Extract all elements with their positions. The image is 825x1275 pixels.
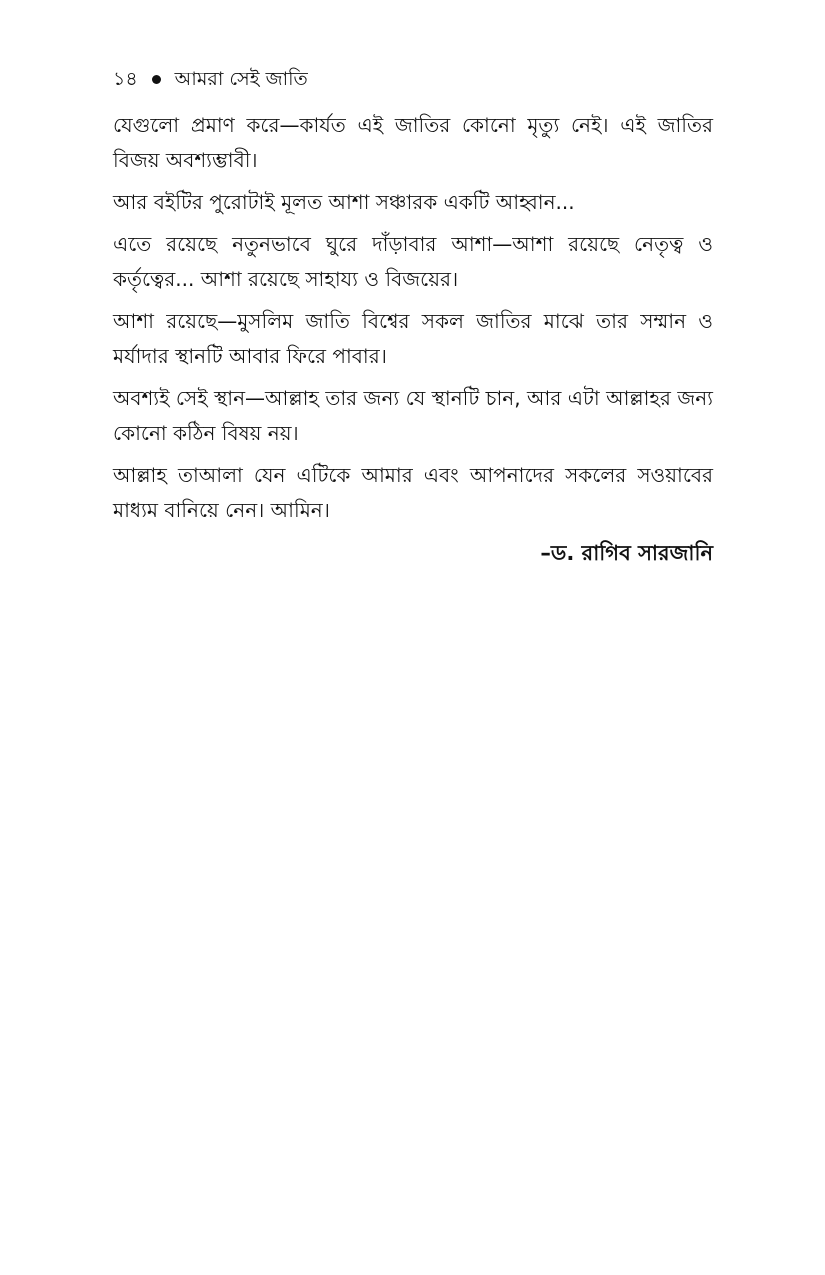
paragraph: অবশ্যই সেই স্থান—আল্লাহ তার জন্য যে স্থানটি চান, আর এটা আল্লাহর জন্য কোনো কঠিন বিষয় নয়।	[113, 386, 713, 445]
paragraph: এতে রয়েছে নতুনভাবে ঘুরে দাঁড়াবার আশা—আশা রয়েছে নেতৃত্ব ও কর্তৃত্বের... আশা রয়েছে সাহায্য ও বিজয়ের।	[113, 232, 713, 291]
paragraph: আর বইটির পুরোটাই মূলত আশা সঞ্চারক একটি আহ্বান...	[113, 190, 575, 214]
page	[113, 64, 713, 571]
paragraph: যেগুলো প্রমাণ করে—কার্যত এই জাতির কোনো মৃত্যু নেই। এই জাতির বিজয় অবশ্যম্ভাবী।	[113, 113, 713, 172]
bullet-icon	[152, 75, 161, 84]
author-signature: –ড. রাগিব সারজানি	[540, 541, 713, 565]
book-title: আমরা সেই জাতি	[174, 68, 308, 90]
page-number: ১৪	[113, 68, 138, 90]
paragraph: আল্লাহ তাআলা যেন এটিকে আমার এবং আপনাদের সকলের সওয়াবের মাধ্যম বানিয়ে নেন। আমিন।	[113, 463, 713, 522]
paragraph: আশা রয়েছে—মুসলিম জাতি বিশ্বের সকল জাতির মাঝে তার সম্মান ও মর্যাদার স্থানটি আবার ফিরে পাবার।	[113, 309, 713, 368]
running-header	[113, 64, 713, 94]
